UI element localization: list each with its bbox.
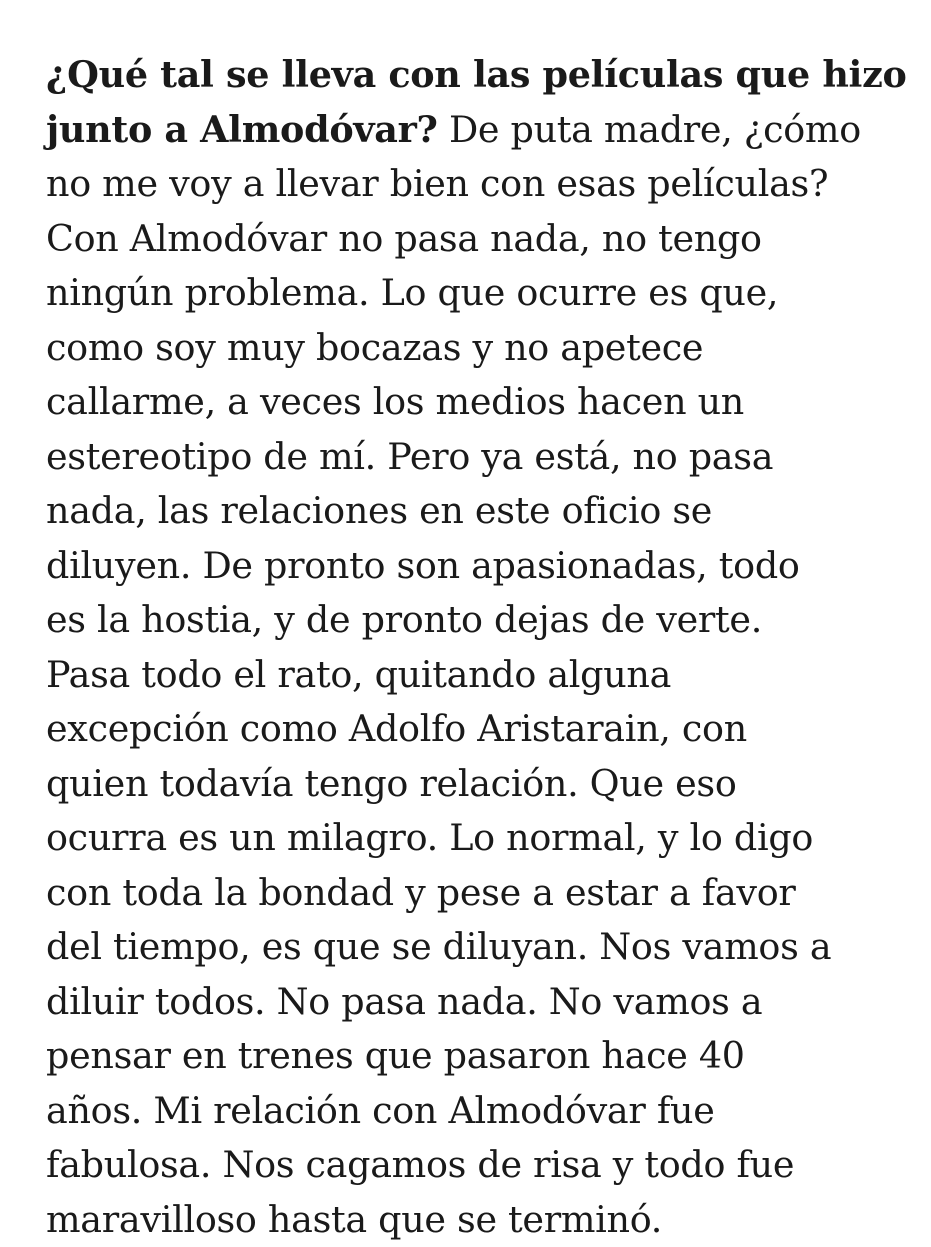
answer-text: Pasa todo el rato, quitando alguna — [46, 653, 671, 696]
answer-text: años. Mi relación con Almodóvar fue — [46, 1089, 715, 1132]
text-line — [46, 866, 916, 921]
answer-text: del tiempo, es que se diluyan. Nos vamos a — [46, 925, 831, 968]
text-line — [46, 648, 916, 703]
answer-text: maravilloso hasta que se terminó. — [46, 1198, 662, 1241]
text-line — [46, 484, 916, 539]
answer-text: estereotipo de mí. Pero ya está, no pasa — [46, 435, 773, 478]
text-line — [46, 375, 916, 430]
answer-text: no me voy a llevar bien con esas películas? — [46, 162, 828, 205]
text-line — [46, 430, 916, 485]
question-text: junto a Almodóvar? — [46, 108, 438, 151]
answer-text: pensar en trenes que pasaron hace 40 — [46, 1034, 745, 1077]
answer-text: Con Almodóvar no pasa nada, no tengo — [46, 217, 762, 260]
answer-text: excepción como Adolfo Aristarain, con — [46, 707, 747, 750]
answer-text: De puta madre, ¿cómo — [438, 108, 861, 151]
interview-paragraph — [46, 48, 916, 1247]
answer-text: con toda la bondad y pese a estar a favor — [46, 871, 796, 914]
answer-text: quien todavía tengo relación. Que eso — [46, 762, 737, 805]
text-line — [46, 757, 916, 812]
text-line — [46, 1029, 916, 1084]
answer-text: callarme, a veces los medios hacen un — [46, 380, 744, 423]
text-line — [46, 1138, 916, 1193]
question-text: ¿Qué tal se lleva con las películas que hizo — [46, 53, 907, 96]
text-line — [46, 975, 916, 1030]
text-line — [46, 321, 916, 376]
text-line — [46, 593, 916, 648]
answer-text: nada, las relaciones en este oficio se — [46, 489, 712, 532]
answer-text: fabulosa. Nos cagamos de risa y todo fue — [46, 1143, 794, 1186]
answer-text: diluyen. De pronto son apasionadas, todo — [46, 544, 800, 587]
text-line — [46, 103, 916, 158]
answer-text: como soy muy bocazas y no apetece — [46, 326, 703, 369]
text-line — [46, 539, 916, 594]
text-line — [46, 1193, 916, 1247]
text-line — [46, 702, 916, 757]
text-line — [46, 811, 916, 866]
text-line — [46, 266, 916, 321]
text-line — [46, 48, 916, 103]
answer-text: es la hostia, y de pronto dejas de verte. — [46, 598, 762, 641]
text-line — [46, 1084, 916, 1139]
text-line — [46, 212, 916, 267]
text-line — [46, 157, 916, 212]
answer-text: ningún problema. Lo que ocurre es que, — [46, 271, 778, 314]
answer-text: diluir todos. No pasa nada. No vamos a — [46, 980, 762, 1023]
text-line — [46, 920, 916, 975]
answer-text: ocurra es un milagro. Lo normal, y lo digo — [46, 816, 813, 859]
